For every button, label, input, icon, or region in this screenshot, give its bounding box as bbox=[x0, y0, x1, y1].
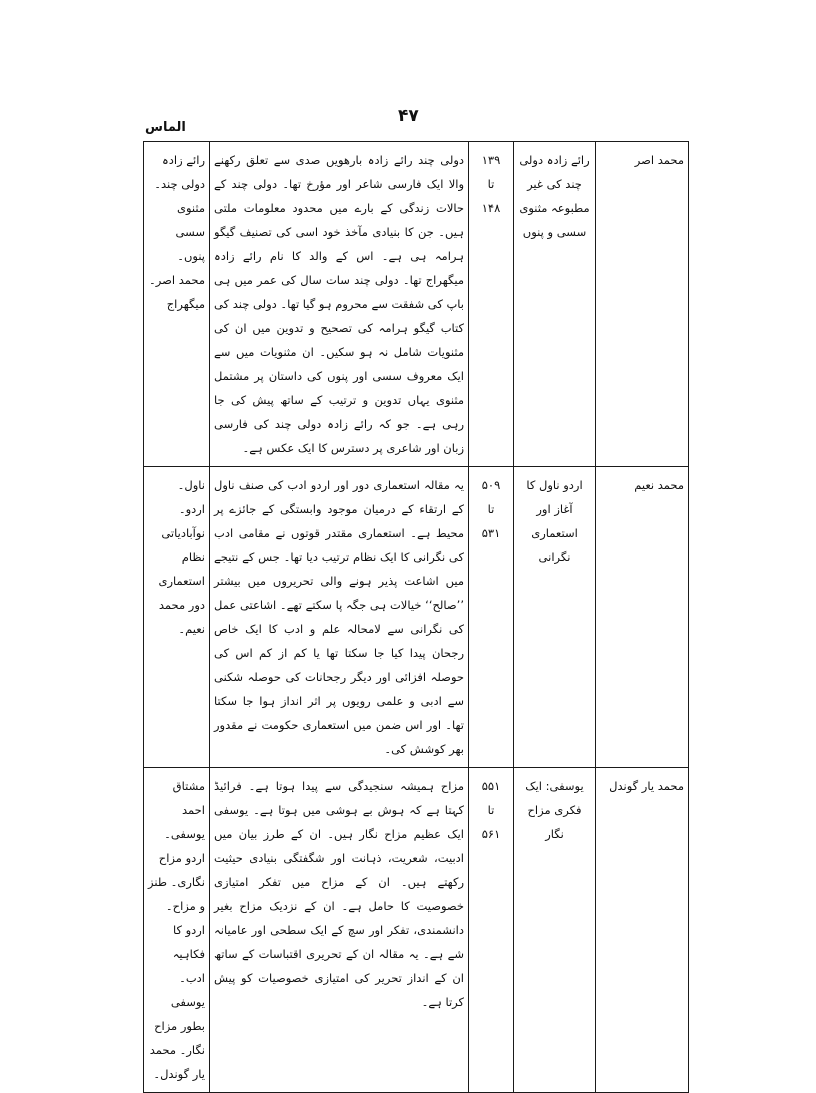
author-cell: محمد نعیم bbox=[596, 467, 689, 768]
author-cell: محمد اصر bbox=[596, 142, 689, 467]
pages-cell bbox=[469, 768, 514, 1093]
keywords-cell: ناول۔ اردو۔ نوآبادیاتی نظام استعماری دور محمد نعیم۔ bbox=[144, 467, 210, 768]
page-separator: تا bbox=[487, 502, 495, 516]
abstract-cell: مزاح ہمیشہ سنجیدگی سے پیدا ہوتا ہے۔ فرائیڈ کہتا ہے کہ ہوش بے ہوشی میں ہوتا ہے۔ یوسفی ایک عظیم مزاح نگار ہیں۔ ان کے طرز بیان میں ادبیت، شعریت، ذہانت اور شگفتگی بنیادی حیثیت رکھتے ہیں۔ ان کے مزاح میں تفکر امتیازی خصوصیت کا حامل ہے۔ ان کے نزدیک مزاح بغیر دانشمندی، تفکر اور سچ کے ایک سطحی اور عامیانہ شے ہے۔ یہ مقالہ ان کے تحریری اقتباسات کے ساتھ ان کے انداز تحریر کی امتیازی خصوصیات کو پیش کرتا ہے۔ bbox=[210, 768, 469, 1093]
table-row bbox=[144, 467, 689, 768]
table-row bbox=[144, 142, 689, 467]
title-cell: اردو ناول کا آغاز اور استعماری نگرانی bbox=[514, 467, 596, 768]
page-end: ۵۳۱ bbox=[481, 526, 501, 540]
title-cell: یوسفی: ایک فکری مزاح نگار bbox=[514, 768, 596, 1093]
pages-cell bbox=[469, 467, 514, 768]
page-separator: تا bbox=[487, 803, 495, 817]
title-cell: رائے زادہ دولی چند کی غیر مطبوعہ مثنوی سسی و پنوں bbox=[514, 142, 596, 467]
abstract-cell: یہ مقالہ استعماری دور اور اردو ادب کی صنف ناول کے ارتقاء کے درمیان موجود وابستگی کے جائزے پر محیط ہے۔ استعماری مقتدر قوتوں نے مقامی ادب کی نگرانی کا ایک نظام ترتیب دیا تھا۔ جس کے نتیجے میں اشاعت پذیر ہونے والی تحریروں میں بیشتر ’’صالح‘‘ خیالات ہی جگہ پا سکتے تھے۔ اشاعتی عمل کی نگرانی سے لامحالہ علم و ادب کا ایک خاص رجحان پیدا کیا جا سکتا تھا یا کم از کم اس کی حوصلہ افزائی اور دیگر رجحانات کی حوصلہ شکنی سے ادبی و علمی رویوں پر اثر انداز ہوا جا سکتا تھا۔ اور اس ضمن میں استعماری حکومت نے مقدور بھر کوشش کی۔ bbox=[210, 467, 469, 768]
journal-title: الماس bbox=[145, 120, 186, 135]
page-end: ۵۶۱ bbox=[481, 827, 501, 841]
page-start: ۵۵۱ bbox=[481, 779, 501, 793]
abstract-cell: دولی چند رائے زادہ بارھویں صدی سے تعلق رکھنے والا ایک فارسی شاعر اور مؤرخ تھا۔ دولی چند کے حالات زندگی کے بارے میں محدود معلومات ملتی ہیں۔ جن کا بنیادی مآخذ خود اسی کی تصنیف گیگو ہرامہ ہی ہے۔ اس کے والد کا نام رائے زادہ میگھراج تھا۔ دولی چند سات سال کی عمر میں ہی باپ کی شفقت سے محروم ہو گیا تھا۔ دولی چند کی کتاب گیگو ہرامہ کی تصحیح و تدوین میں ان کی مثنویات شامل نہ ہو سکیں۔ ان مثنویات میں سے ایک معروف سسی اور پنوں کی داستان پر مشتمل مثنوی یہاں تدوین و ترتیب کے ساتھ پیش کی جا رہی ہے۔ جو کہ رائے زادہ دولی چند کی فارسی زبان اور شاعری پر دسترس کا ایک عکس ہے۔ bbox=[210, 142, 469, 467]
article-index-table bbox=[143, 141, 689, 1093]
page-separator: تا bbox=[487, 177, 495, 191]
pages-cell bbox=[469, 142, 514, 467]
keywords-cell: رائے زادہ دولی چند۔ مثنوی سسی پنوں۔ محمد اصر۔ میگھراج bbox=[144, 142, 210, 467]
table-row bbox=[144, 768, 689, 1093]
page-start: ۵۰۹ bbox=[481, 478, 501, 492]
keywords-cell: مشتاق احمد یوسفی۔ اردو مزاح نگاری۔ طنز و مزاح۔ اردو کا فکاہیہ ادب۔ یوسفی بطور مزاح نگار۔ محمد یار گوندل۔ bbox=[144, 768, 210, 1093]
page-number: ۴۷ bbox=[398, 106, 419, 126]
page-start: ۱۳۹ bbox=[481, 153, 501, 167]
author-cell: محمد یار گوندل bbox=[596, 768, 689, 1093]
page-end: ۱۴۸ bbox=[481, 201, 501, 215]
